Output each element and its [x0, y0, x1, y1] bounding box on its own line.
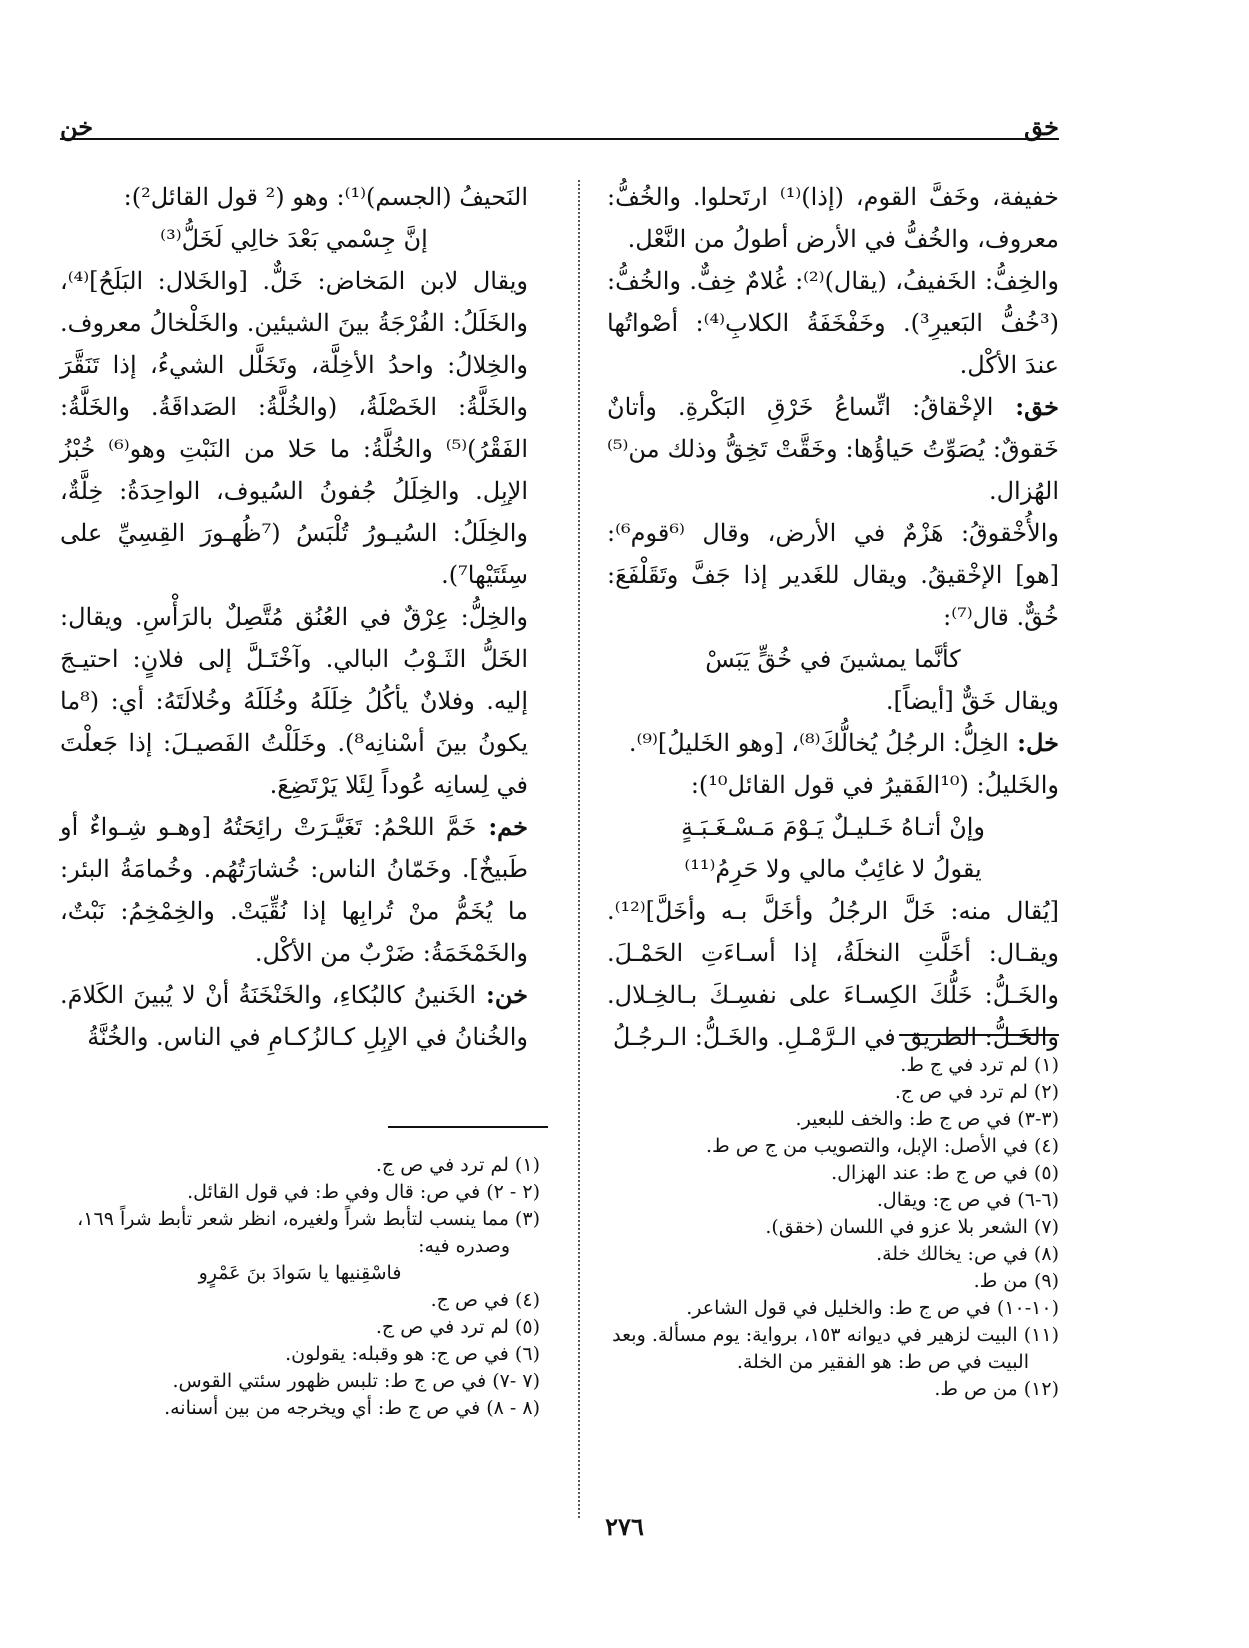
- entry-khn: خن: الخَنينُ كالبُكاءِ، والخَنْخَنَةُ أنْ لا يُبينَ الكَلامَ. والخُنانُ في الإبِلِ كـالزُكـامِ في الناس. والخُنَّةُ: [60, 980, 528, 1051]
- right-column: [607, 176, 1059, 1058]
- paragraph: [يُقال منه: خَلَّ الرجُلُ وأخَلَّ بـه وأخَلَّ]⁽¹²⁾. ويقـال: أخَلَّتِ النخلَةُ، إذا أسـاءَتِ الحَمْـلَ. والخَـلُّ: خَلُّكَ الكِسـاءَ على نفسِـكَ بـالخِـلال. والخَـلُّ: الطريق في الـرَّمْـلِ. والخَـلُّ: الـرجُـلُ: [607, 897, 1059, 1051]
- footnote: (٤) في الأصل: الإبل، والتصويب من ج ص ط.: [706, 1135, 1059, 1157]
- footnote: (١١) البيت لزهير في ديوانه ١٥٣، برواية: يوم مسألة. وبعد: [612, 1324, 1059, 1346]
- left-column: [60, 176, 528, 1058]
- verse-line: يقولُ لا غائِبٌ مالي ولا حَرِمُ⁽¹¹⁾: [684, 855, 982, 883]
- entry-head: خل:: [1008, 728, 1059, 757]
- entry-khq: خق: الإخْقاقُ: اتِّساعُ خَرْقِ البَكْرةِ. وأتانٌ خَقوقٌ: يُصَوِّتُ حَياؤُها: وخَقَّتْ تَخِقُّ وذلك من⁽⁵⁾ الهُزال.: [607, 392, 1059, 505]
- footnote-continuation: وصدره فيه:: [418, 1235, 510, 1257]
- footnote: (٦) في ص ج: هو وقبله: يقولون.: [285, 1343, 540, 1365]
- entry-khm: خم: خَمَّ اللحْمُ: تَغَيَّـرَتْ رائِحَتُهُ [وهـو شِـواءٌ أو طَبيخٌ]. وخَمّانُ الناس: خُشارَتُهُم. وخُمامَةُ البئر: ما يُخَمُّ منْ تُرابِها إذا نُقِّيَتْ. والخِمْخِمُ: نَبْتٌ، والخَمْخَمَةُ: ضَرْبٌ من الأكْل.: [60, 812, 528, 967]
- paragraph: ويقال لابن المَخاض: خَلٌّ. [والخَلال: البَلَحُ]⁽⁴⁾، والخَلَلُ: الفُرْجَةُ بينَ الشيئين. والخَلْخالُ معروف. والخِلالُ: واحدُ الأخِلَّة، وتَخَلَّل الشيءُ، إذا تَنَقَّرَ والخَلَّةُ: الخَصْلَةُ، (والخُلَّةُ: الصَداقَةُ. والخَلَّةُ: الفَقْرُ)⁽⁵⁾ والخُلَّةُ: ما حَلا من النَبْتِ وهو⁽⁶⁾ خُبْزُ الإبِل. والخِلَلُ جُفونُ السُيوف، الواحِدَةُ: خِلَّةٌ، والخِلَلُ: السُيـورُ تُلْبَسُ (⁷ظُهـورَ القِسِيِّ على سِئَتَيْها⁷).: [60, 267, 528, 589]
- footnote: (٣-٣) في ص ج ط: والخف للبعير.: [795, 1108, 1059, 1130]
- page-number: ٢٧٦: [605, 1512, 644, 1541]
- footnote-verse: فاسْقِنيها يا سَوادَ بنَ عَمْرٍو: [198, 1262, 402, 1284]
- verse-line: إنَّ جِسْمي بَعْدَ خالِي لَخَلُّ⁽³⁾: [160, 225, 428, 253]
- paragraph: خفيفة، وخَفَّ القوم، (إذا)⁽¹⁾ ارتَحلوا. والخُفُّ: معروف، والخُفُّ في الأرض أطولُ من النَّعْل.: [607, 183, 1059, 253]
- footnote: (١) لم ترد في ص ج.: [375, 1154, 540, 1176]
- paragraph: النَحيفُ (الجسم)⁽¹⁾: وهو (² قول القائل²):: [123, 183, 528, 211]
- verse-line: وإنْ أتـاهُ خَـليـلٌ يَـوْمَ مَـسْـغَـبَـةٍ: [681, 813, 985, 841]
- footnote: (٦-٦) في ص ج: ويقال.: [876, 1189, 1059, 1211]
- footnote: (٥) في ص ج ط: عند الهزال.: [831, 1162, 1059, 1184]
- footnote: (٩) من ط.: [973, 1270, 1059, 1292]
- paragraph: ويقال خَقٌّ [أيضاً].: [885, 687, 1059, 715]
- paragraph: والخِفُّ: الخَفيفُ، (يقال)⁽²⁾: غُلامٌ خِفٌّ. والخُفُّ: (³خُفُّ البَعيرِ³). وخَفْخَفَةُ الكلابِ⁽⁴⁾: أصْواتُها عندَ الأكْل.: [607, 267, 1060, 379]
- footnote: (٣) مما ينسب لتأبط شراً ولغيره، انظر شعر تأبط شراً ١٦٩،: [77, 1208, 540, 1230]
- footnote: (٨) في ص: يخالك خلة.: [876, 1243, 1059, 1265]
- footnote: (٤) في ص ج.: [430, 1289, 540, 1311]
- footnote-rule-left: [388, 1126, 548, 1128]
- footnote: (٧ -٧) في ص ج ط: تلبس ظهور سئتي القوس.: [172, 1370, 540, 1392]
- footnote: (١٠-١٠) في ص ج ط: والخليل في قول الشاعر.: [686, 1297, 1059, 1319]
- paragraph: والخَليلُ: (¹⁰الفَقيرُ في قول القائل¹⁰):: [690, 771, 1059, 799]
- column-divider: [578, 180, 580, 1518]
- footnote-continuation: البيت في ص ط: هو الفقير من الخلة.: [736, 1351, 1029, 1373]
- footnote: (١٢) من ص ط.: [934, 1378, 1059, 1400]
- footnote: (٢ - ٢) في ص: قال وفي ط: في قول القائل.: [187, 1181, 540, 1203]
- entry-head: خن:: [476, 980, 528, 1009]
- footnote: (٥) لم ترد في ص ج.: [375, 1316, 540, 1338]
- paragraph: والأُخْقوقُ: هَزْمٌ في الأرض، وقال ⁽⁶قوم⁶⁾: [هو] الإخْقيقُ. ويقال للغَدير إذا جَفَّ وتَقَلْفَعَ: خُقٌّ. قال⁽⁷⁾:: [607, 519, 1059, 631]
- entry-khl: خل: الخِلُّ: الرجُلُ يُخالُّكَ⁽⁸⁾، [وهو الخَليلُ]⁽⁹⁾.: [628, 728, 1059, 757]
- footnote: (٢) لم ترد في ص ج.: [894, 1081, 1059, 1103]
- header-entry-right: خق: [1024, 112, 1059, 141]
- footnote: (٨ - ٨) في ص ج ط: أي ويخرجه من بين أسنانه.: [164, 1397, 540, 1419]
- entry-head: خق:: [993, 392, 1059, 421]
- header-entry-left: خن: [60, 112, 94, 141]
- verse-line: كأنَّما يمشينَ في خُقٍّ يَبَسْ: [705, 645, 961, 673]
- footnote-rule-right: [899, 1034, 1059, 1036]
- paragraph: والخِلُّ: عِرْقٌ في العُنُق مُتَّصِلٌ بالرَأْسِ. ويقال: الخَلُّ الثَـوْبُ البالي. وآخْتَـلَّ إلى فلانٍ: احتيـجَ إليه. وفلانٌ يأكُلُ خِلَلَهُ وخُلَلَهُ وخُلالَتَهُ: أي: (⁸ما يكونُ بينَ أسْنانِه⁸). وخَلَلْتُ الفَصيـلَ: إذا جَعلْتَ في لِسانِه عُوداً لِئَلا يَرْتَضِعَ.: [60, 603, 529, 799]
- entry-head: خم:: [476, 812, 528, 841]
- footnote: (٧) الشعر بلا عزو في اللسان (خقق).: [765, 1216, 1059, 1238]
- footnotes-left: [60, 1152, 540, 1422]
- footnote: (١) لم ترد في ج ط.: [900, 1054, 1059, 1076]
- footnotes-right: [589, 1052, 1059, 1403]
- header-rule: [60, 138, 1059, 140]
